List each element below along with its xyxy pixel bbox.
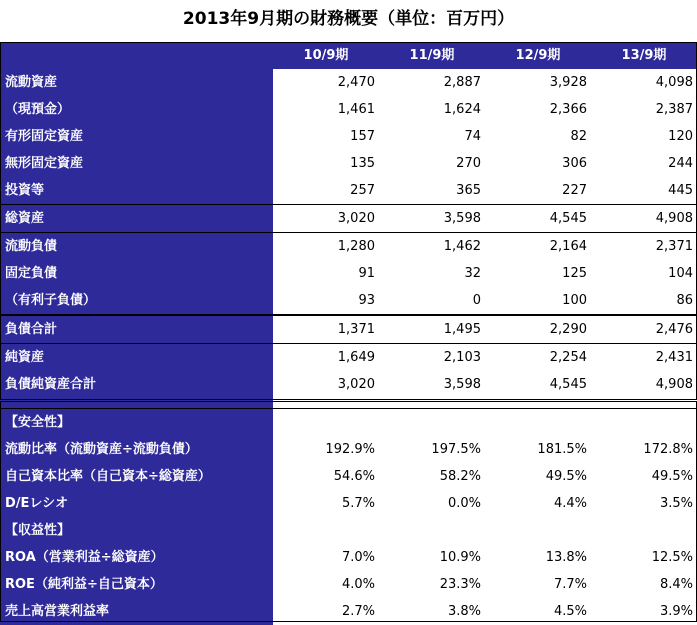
row-label: ROE（純利益÷自己資本） bbox=[0, 571, 273, 598]
table-row bbox=[0, 371, 697, 398]
cell-value: 4,908 bbox=[655, 377, 693, 392]
cell-value: 4,098 bbox=[655, 75, 693, 90]
section-header-safety bbox=[0, 409, 697, 437]
cell-value: 3,928 bbox=[549, 75, 587, 90]
empty-cell bbox=[379, 409, 485, 437]
row-label: 総資産 bbox=[0, 205, 273, 233]
table-row bbox=[0, 436, 697, 463]
cell-value: 2,476 bbox=[591, 315, 697, 344]
row-label: D/Eレシオ bbox=[0, 490, 273, 517]
row-label: （現預金） bbox=[0, 96, 273, 123]
column-header: 10/9期 bbox=[273, 42, 379, 69]
cell-value: 2,470 bbox=[337, 75, 375, 90]
cell-value: 125 bbox=[562, 266, 587, 281]
financial-table bbox=[0, 42, 697, 625]
cell-value: 244 bbox=[668, 156, 693, 171]
cell-value: 7.7% bbox=[553, 577, 587, 592]
gap-cell bbox=[379, 398, 485, 409]
cell-value: 8.4% bbox=[659, 577, 693, 592]
cell-value: 104 bbox=[668, 266, 693, 281]
empty-cell bbox=[591, 517, 697, 544]
cell-value: 4,545 bbox=[485, 205, 591, 233]
table-row bbox=[0, 260, 697, 287]
cell-value: 306 bbox=[562, 156, 587, 171]
cell-value: 86 bbox=[676, 293, 693, 308]
cell-value: 1,462 bbox=[379, 233, 485, 261]
cell-value: 135 bbox=[350, 156, 375, 171]
cell-value: 7.0% bbox=[341, 550, 375, 565]
row-label: 無形固定資産 bbox=[0, 150, 273, 177]
cell-value: 93 bbox=[358, 293, 375, 308]
cell-value: 2,254 bbox=[485, 344, 591, 372]
cell-value: 4.5% bbox=[553, 604, 587, 619]
table-row bbox=[0, 571, 697, 598]
cell-value: 49.5% bbox=[545, 469, 587, 484]
cell-value: 4.4% bbox=[553, 496, 587, 511]
cell-value: 157 bbox=[350, 129, 375, 144]
row-label: 固定負債 bbox=[0, 260, 273, 287]
table-row bbox=[0, 96, 697, 123]
cell-value: 2,103 bbox=[379, 344, 485, 372]
empty-cell bbox=[485, 517, 591, 544]
row-label: 負債純資産合計 bbox=[0, 371, 273, 398]
cell-value: 5.7% bbox=[341, 496, 375, 511]
cell-value: 10.9% bbox=[439, 550, 481, 565]
column-header: 12/9期 bbox=[485, 42, 591, 69]
empty-cell bbox=[485, 409, 591, 437]
section-header-profitability bbox=[0, 517, 697, 544]
row-label: 流動負債 bbox=[0, 233, 273, 261]
table-row bbox=[0, 287, 697, 315]
cell-value: 0.0% bbox=[447, 496, 481, 511]
cell-value: 2,887 bbox=[443, 75, 481, 90]
cell-value: 2.7% bbox=[341, 604, 375, 619]
row-label: 負債合計 bbox=[0, 315, 273, 344]
cell-value: 120 bbox=[668, 129, 693, 144]
cell-value: 0 bbox=[472, 293, 481, 308]
table-row bbox=[0, 544, 697, 571]
gap-label-cell bbox=[0, 398, 273, 409]
cell-value: 4.0% bbox=[341, 577, 375, 592]
cell-value: 54.6% bbox=[333, 469, 375, 484]
empty-cell bbox=[273, 517, 379, 544]
column-header: 11/9期 bbox=[379, 42, 485, 69]
table-row-total-liabilities bbox=[0, 315, 697, 344]
section-gap bbox=[0, 398, 697, 409]
cell-value: 3.9% bbox=[659, 604, 693, 619]
cell-value: 3,598 bbox=[443, 377, 481, 392]
cell-value: 3,020 bbox=[337, 377, 375, 392]
cell-value: 100 bbox=[562, 293, 587, 308]
section-title: 【収益性】 bbox=[0, 517, 273, 544]
table-row bbox=[0, 177, 697, 205]
header-corner-cell bbox=[0, 42, 273, 69]
row-label: 投資等 bbox=[0, 177, 273, 205]
cell-value: 3.8% bbox=[447, 604, 481, 619]
cell-value: 23.3% bbox=[439, 577, 481, 592]
column-header-row bbox=[0, 42, 697, 69]
cell-value: 172.8% bbox=[643, 442, 693, 457]
row-label: 有形固定資産 bbox=[0, 123, 273, 150]
row-label: 純資産 bbox=[0, 344, 273, 372]
table-row-total-assets bbox=[0, 205, 697, 233]
table-row bbox=[0, 233, 697, 261]
table-row bbox=[0, 69, 697, 96]
table-row bbox=[0, 150, 697, 177]
section-title: 【安全性】 bbox=[0, 409, 273, 437]
cell-value: 4,908 bbox=[591, 205, 697, 233]
cell-value: 4,545 bbox=[549, 377, 587, 392]
row-label: 売上高営業利益率 bbox=[0, 598, 273, 625]
row-label: 流動資産 bbox=[0, 69, 273, 96]
cell-value: 227 bbox=[562, 183, 587, 198]
cell-value: 2,371 bbox=[591, 233, 697, 261]
cell-value: 32 bbox=[464, 266, 481, 281]
row-label: ROA（営業利益÷総資産） bbox=[0, 544, 273, 571]
cell-value: 49.5% bbox=[651, 469, 693, 484]
cell-value: 13.8% bbox=[545, 550, 587, 565]
cell-value: 82 bbox=[570, 129, 587, 144]
cell-value: 1,624 bbox=[443, 102, 481, 117]
gap-cell bbox=[591, 398, 697, 409]
page-title: 2013年9月期の財務概要（単位：百万円） bbox=[182, 9, 515, 29]
cell-value: 181.5% bbox=[537, 442, 587, 457]
empty-cell bbox=[591, 409, 697, 437]
cell-value: 1,495 bbox=[379, 315, 485, 344]
cell-value: 12.5% bbox=[651, 550, 693, 565]
empty-cell bbox=[273, 409, 379, 437]
cell-value: 2,164 bbox=[485, 233, 591, 261]
row-label: 自己資本比率（自己資本÷総資産） bbox=[0, 463, 273, 490]
table-row bbox=[0, 344, 697, 372]
cell-value: 270 bbox=[456, 156, 481, 171]
row-label: （有利子負債） bbox=[0, 287, 273, 315]
cell-value: 1,649 bbox=[273, 344, 379, 372]
cell-value: 1,461 bbox=[337, 102, 375, 117]
cell-value: 91 bbox=[358, 266, 375, 281]
cell-value: 257 bbox=[350, 183, 375, 198]
column-header: 13/9期 bbox=[591, 42, 697, 69]
cell-value: 2,431 bbox=[591, 344, 697, 372]
table-row bbox=[0, 463, 697, 490]
cell-value: 58.2% bbox=[439, 469, 481, 484]
cell-value: 2,290 bbox=[485, 315, 591, 344]
cell-value: 3,020 bbox=[273, 205, 379, 233]
cell-value: 445 bbox=[668, 183, 693, 198]
gap-cell bbox=[485, 398, 591, 409]
cell-value: 1,280 bbox=[273, 233, 379, 261]
cell-value: 3,598 bbox=[379, 205, 485, 233]
cell-value: 365 bbox=[456, 183, 481, 198]
cell-value: 192.9% bbox=[325, 442, 375, 457]
row-label: 流動比率（流動資産÷流動負債） bbox=[0, 436, 273, 463]
cell-value: 3.5% bbox=[659, 496, 693, 511]
cell-value: 2,366 bbox=[549, 102, 587, 117]
table-row bbox=[0, 123, 697, 150]
cell-value: 74 bbox=[464, 129, 481, 144]
empty-cell bbox=[379, 517, 485, 544]
cell-value: 197.5% bbox=[431, 442, 481, 457]
gap-cell bbox=[273, 398, 379, 409]
table-row bbox=[0, 490, 697, 517]
cell-value: 1,371 bbox=[273, 315, 379, 344]
cell-value: 2,387 bbox=[655, 102, 693, 117]
